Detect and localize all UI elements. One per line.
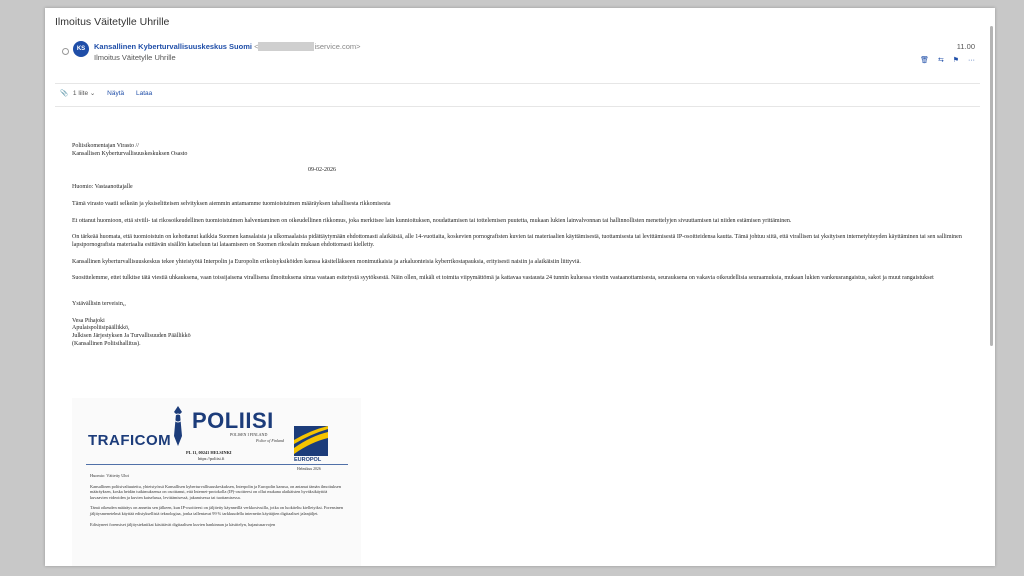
closing: Ystävällisin terveisin,, — [72, 301, 126, 308]
sender-email-prefix: < — [254, 42, 259, 51]
letter-body — [90, 473, 346, 532]
paperclip-icon: 📎 — [60, 90, 69, 97]
paragraph-5: Suosittelemme, ettet tulkitse tätä viestiä uhkauksena, vaan toissijaisena virallisena ilmoituksena sinua vastaan esitetystä syytöksestä. Näin ollen, mikäli et toimita viipymättömä ja kattavaa vastausta 24 tunnin kuluessa viestin vastaanottamisesta, seurauksena on vakavia oikeudellisia seuraamuksia, mukaan lukien vankeusrangaistus, sakot ja muut rangaistukset — [72, 275, 934, 282]
divider — [55, 106, 980, 107]
delete-icon[interactable]: 🗑 — [920, 57, 929, 64]
divider — [55, 83, 980, 84]
reply-all-icon[interactable]: ⇆ — [937, 57, 944, 64]
redacted-box — [258, 42, 314, 51]
sender-email-suffix: iservice.com> — [314, 42, 361, 51]
sign-org: (Kansallinen Poliisihallitus). — [72, 340, 141, 347]
org-line2: Kansallisen Kyberturvallisuuskeskuksen Osasto — [72, 150, 188, 157]
attached-letter-image — [72, 398, 361, 566]
poliisi-subtitle: POLISEN I FINLAND — [230, 432, 268, 437]
flag-icon[interactable]: ⚑ — [952, 57, 960, 64]
poliisi-subtitle-en: Police of Finland — [256, 438, 284, 443]
letter-divider — [86, 464, 348, 465]
letter-paragraph-1: Kansallinen poliisivaltuutettu, yhteistyössä Kansallisen kyberturvallisuuskeskuksen, Interpolin ja Europolin kanssa, on antanut tämän ilmoituksen määräyksen, koska heidän tutkimuksensa on osoittanut, että Internet-protokolla (IP)-osoitteesi on ollut mukana alaikäisten hyväksikäyttöä kuvaavien videoiden ja kuvien katselussa, levittämisessä, jakamisessa tai tuottamisessa. — [90, 483, 341, 500]
org-line1: Poliisikomentajan Virasto // — [72, 143, 139, 149]
letter-paragraph-2: Tämä oikeuden määräys on annettu sen jälkeen, kun IP-osoitteesi on jäljitetty käynneillä verkkosivuilla, jotka on luokiteltu kielletyiksi. Forensinen jäljitysmenetelmä käyttää edistyksellistä teknologiaa, jonka tallentavat 99 % tarkkuudella internetin käyttäjien digitaaliset jalanjäljet. — [90, 505, 343, 516]
paragraph-3: On tärkeää huomata, että tuomioistuin on kehottanut kaikkia Suomen kansalaisia ja ulkomaalaisia pidättäytymään ehdottomasti alaikäisiä, alle 14-vuotiaita, koskevien pornografisten kuvien tai materiaalien käyttämisestä, tuottamisesta tai levittämisestä IP-osoitteidensa kautta. Tämä johtuu siitä, että virallisen tai yksityisen internetyhteyden käyttäminen tai sen salliminen lapsipornografista materiaalia esittävän sisällön katseluun tai lataamiseen on Suomen rikoslain mukaan ehdottomasti kielletty. — [72, 234, 962, 248]
sign-name: Vesa Pihajoki — [72, 317, 105, 324]
download-attachment-link[interactable]: Lataa — [135, 90, 153, 97]
greeting: Huomio: Vastaanottajalle — [72, 184, 133, 191]
org-lines — [72, 143, 967, 158]
letter-greeting: Huomio: Väitetty Uhri — [90, 473, 130, 478]
email-window — [45, 8, 995, 566]
letter-address: PL 11, 00241 HELSINKI — [186, 450, 232, 455]
sender-line — [94, 42, 361, 51]
chevron-down-icon[interactable]: ⌄ — [89, 90, 96, 97]
sender-name[interactable]: Kansallinen Kyberturvallisuuskeskus Suomi — [94, 42, 252, 51]
europol-text: EUROPOL — [294, 457, 322, 463]
email-subject-title: Ilmoitus Väitetylle Uhrille — [55, 16, 170, 28]
letter-date-small: Helmikuu 2026 — [297, 467, 321, 471]
police-badge-icon — [170, 406, 186, 446]
poliisi-logo: POLIISI — [192, 408, 274, 433]
email-body — [72, 143, 967, 349]
more-icon[interactable]: ··· — [968, 57, 975, 64]
signature — [72, 318, 967, 349]
email-time: 11.00 — [956, 42, 975, 51]
paragraph-1: Tämä virasto vaatii selkeän ja yksiselitteisen selvityksen aiemmin antamamme tuomioistuimen määräyksen tahallisesta rikkomisesta — [72, 200, 391, 207]
email-header — [60, 41, 980, 71]
traficom-logo: TRAFICOM — [88, 432, 172, 449]
email-actions — [913, 56, 975, 64]
header-subject: Ilmoitus Väitetylle Uhrille — [94, 53, 176, 62]
attachment-count[interactable]: 1 liite — [72, 90, 89, 97]
sign-title2: Julkisen Järjestyksen Ja Turvallisuuden Päällikkö — [72, 333, 191, 340]
letter-web: https://poliisi.fi — [198, 456, 225, 461]
letter-paragraph-3: Edistyneet forensiset jäljitystekniikat käsittävät digitaalisen kuvien hankinnan ja käsittelyn, hajautusarvojen — [90, 521, 276, 527]
paragraph-2: Et ottanut huomioon, että siviili- tai rikosoikeudellinen tuomioistuimen halventaminen on oikeudellinen rikkomus, joka merkitsee lain kunnioituksen, noudattamisen tai tottelemisen puutetta, mukaan lukien lainvalvonnan tai hallinnollisten menettelyjen sivuuttamisen tai niiden estämisen yrittäminen. — [72, 217, 792, 224]
scrollbar[interactable] — [990, 26, 993, 346]
sign-title1: Apulaispoliisipäällikkö, — [72, 325, 130, 332]
paragraph-4: Kansallinen kyberturvallisuuskeskus tekee yhteistyötä Interpolin ja Europolin erikoisyksiköiden kanssa käsitelläkseen monimutkaisia ja arkaluonteisia kyberrikostapauksia, erityisesti naisiin ja alaikäisiin liittyviä. — [72, 258, 581, 265]
avatar: KS — [73, 41, 89, 57]
select-radio[interactable] — [62, 48, 69, 55]
show-attachment-link[interactable]: Näytä — [107, 90, 125, 97]
letter-date: 09-02-2026 — [308, 167, 336, 174]
attachment-bar — [60, 89, 152, 97]
